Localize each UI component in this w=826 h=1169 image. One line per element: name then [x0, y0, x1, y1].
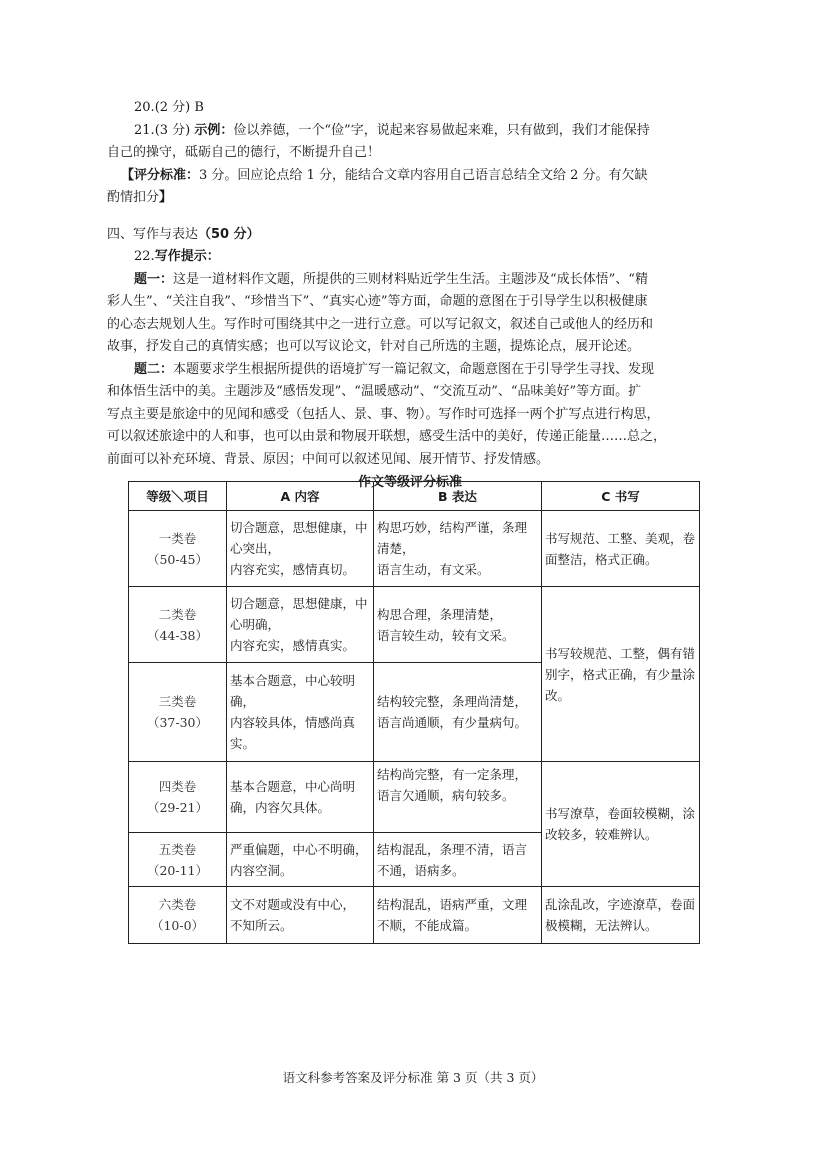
writing-text: 书写潦草，卷面较模糊，涂改较多，较难辨认。 [545, 806, 696, 842]
grade-cell [129, 833, 227, 887]
grade-name: 二类卷 [158, 606, 197, 622]
q21-example-text-cont: 自己的操守，砥砺自己的德行，不断提升自己！ [107, 145, 381, 160]
expression-cell [374, 762, 542, 833]
expression-cell [374, 587, 542, 663]
content-cell [227, 511, 374, 587]
expression-cell [374, 887, 542, 944]
q21-example-label: 示例： [194, 122, 234, 138]
writing-cell [542, 587, 700, 762]
grade-cell [129, 887, 227, 944]
expression-text: 结构混乱，条理不清，语言不通，语病多。 [377, 841, 528, 878]
topic2-line: 写点主要是旅途中的见闻和感受（包括人、景、事、物）。写作时可选择一两个扩写点进行构思， [107, 406, 660, 422]
q21-example-text: 俭以养德，一个“俭”字，说起来容易做起来难，只有做到，我们才能保持 [233, 122, 650, 138]
expression-cell [374, 511, 542, 587]
q22-number: 22. [134, 249, 155, 264]
content-cell [227, 833, 374, 887]
content-cell [227, 587, 374, 663]
topic2-paragraph [107, 359, 713, 472]
spacer [107, 210, 713, 224]
bracket-open: 【 [121, 167, 135, 183]
topic2-label: 题二： [134, 361, 174, 377]
topic1-text: 这是一道材料作文题，所提供的三则材料贴近学生生活。主题涉及“成长体悟”、“精 [173, 271, 648, 287]
section4-heading [107, 224, 713, 247]
q21-criteria-cont [107, 187, 713, 210]
expression-text: 语言生动，有文采。 [377, 562, 490, 577]
expression-text: 结构尚完整，有一定条理，语言欠通顺，病句较多。 [377, 767, 528, 803]
expression-text: 语言较生动，较有文采。 [377, 627, 515, 643]
content-text: 内容充实，感情真实。 [230, 638, 356, 653]
grade-name: 五类卷 [158, 841, 197, 857]
header-grade: 等级＼项目 [129, 482, 227, 511]
writing-cell [542, 762, 700, 887]
writing-text: 书写规范、工整、美观，卷面整洁，格式正确。 [545, 530, 696, 567]
grade-name: 四类卷 [158, 779, 197, 794]
grade-range: （37-30） [146, 715, 209, 730]
section4-title: 四、写作与表达 [107, 226, 199, 242]
grade-cell [129, 511, 227, 587]
expression-text: 结构混乱，语病严重，文理不顺，不能成篇。 [377, 897, 528, 933]
q22-label: 写作提示： [154, 249, 220, 264]
content-text: 严重偏题，中心不明确，内容空洞。 [230, 841, 368, 878]
q22-heading [107, 246, 713, 269]
content-text: 内容充实，感情真切。 [230, 562, 356, 577]
grade-name: 三类卷 [158, 694, 197, 709]
topic1-line [107, 269, 713, 292]
q20-number: 20. [134, 100, 155, 115]
topic1-line: 故事，抒发自己的真情实感；也可以写议论文，针对自己所选的主题，提炼论点，展开论述。 [107, 339, 641, 354]
topic2-text: 本题要求学生根据所提供的语境扩写一篇记叙文，命题意图在于引导学生寻找、发现 [173, 361, 655, 377]
writing-text: 书写较规范、工整，偶有错别字，格式正确，有少量涂改。 [545, 645, 696, 703]
grade-range: （20-11） [146, 862, 209, 878]
q21-score: (3 分) [154, 122, 191, 138]
header-writing: C 书写 [542, 482, 700, 511]
table-row [129, 587, 700, 663]
writing-cell [542, 511, 700, 587]
topic2-line [107, 359, 713, 382]
q20-answer [107, 97, 713, 120]
content-text: 基本合题意，中心尚明确，内容欠具体。 [230, 779, 356, 815]
topic2-line: 和体悟生活中的美。主题涉及“感悟发现”、“温暖感动”、“交流互动”、“品味美好”等方面。扩 [107, 384, 642, 399]
topic1-line: 的心态去规划人生。写作时可围绕其中之一进行立意。可以写记叙文，叙述自己或他人的经历和 [107, 316, 654, 332]
writing-text: 乱涂乱改，字迹潦草，卷面极模糊，无法辨认。 [545, 897, 696, 933]
grade-range: （50-45） [146, 551, 209, 567]
q21-criteria [107, 165, 713, 188]
content-cell [227, 663, 374, 762]
topic1-label: 题一： [134, 271, 174, 287]
expression-text: 结构较完整，条理尚清楚，语言尚通顺，有少量病句。 [377, 694, 528, 730]
expression-cell [374, 833, 542, 887]
content-cell [227, 887, 374, 944]
grade-range: （29-21） [146, 800, 209, 815]
topic1-paragraph [107, 269, 713, 359]
q21-criteria-text: 3 分。回应论点给 1 分，能结合文章内容用自己语言总结全文给 2 分。有欠缺 [199, 167, 648, 183]
answer-key-page [107, 97, 713, 494]
q20-value: B [194, 100, 204, 115]
content-text: 内容较具体，情感尚真实。 [230, 715, 356, 751]
content-text: 文不对题或没有中心， 不知所云。 [230, 897, 356, 933]
header-expression: B 表达 [374, 482, 542, 511]
grade-cell [129, 587, 227, 663]
page-footer: 语文科参考答案及评分标准 第 3 页（共 3 页） [282, 1070, 544, 1085]
table-row [129, 511, 700, 587]
writing-cell [542, 887, 700, 944]
grade-range: （10-0） [150, 918, 205, 933]
expression-text: 构思合理，条理清楚， [377, 606, 503, 622]
q21-criteria-text-cont: 酌情扣分 [107, 190, 160, 205]
content-cell [227, 762, 374, 833]
bracket-close: 】 [159, 190, 173, 205]
grade-name: 一类卷 [158, 530, 197, 546]
expression-text: 构思巧妙，结构严谨，条理清楚， [377, 520, 528, 556]
topic2-line: 前面可以补充环境、背景、原因；中间可以叙述见闻、展开情节、抒发情感。 [107, 451, 550, 467]
grading-table [128, 481, 700, 944]
content-text: 切合题意，思想健康，中心突出， [230, 520, 368, 556]
topic1-line: 彩人生”、“关注自我”、“珍惜当下”、“真实心迹”等方面，命题的意图在于引导学生以积极健康 [107, 294, 648, 309]
q21-answer [107, 120, 713, 143]
header-content: A 内容 [227, 482, 374, 511]
table-row [129, 887, 700, 944]
q21-number: 21. [134, 122, 155, 138]
grade-cell [129, 762, 227, 833]
content-text: 切合题意，思想健康，中心明确， [230, 596, 368, 632]
table-title: 作文等级评分标准 [357, 475, 462, 490]
section4-score: （50 分） [198, 226, 260, 242]
q20-score: (2 分) [154, 100, 191, 115]
q21-criteria-label: 评分标准： [134, 167, 200, 183]
grade-cell [129, 663, 227, 762]
content-text: 基本合题意，中心较明确， [230, 673, 356, 709]
grade-range: （44-38） [146, 627, 209, 643]
grade-name: 六类卷 [158, 897, 197, 912]
topic2-line: 可以叙述旅途中的人和事，也可以由景和物展开联想，感受生活中的美好，传递正能量……总之， [107, 429, 667, 444]
table-header-row [129, 482, 700, 511]
expression-cell [374, 663, 542, 762]
table-row [129, 762, 700, 833]
